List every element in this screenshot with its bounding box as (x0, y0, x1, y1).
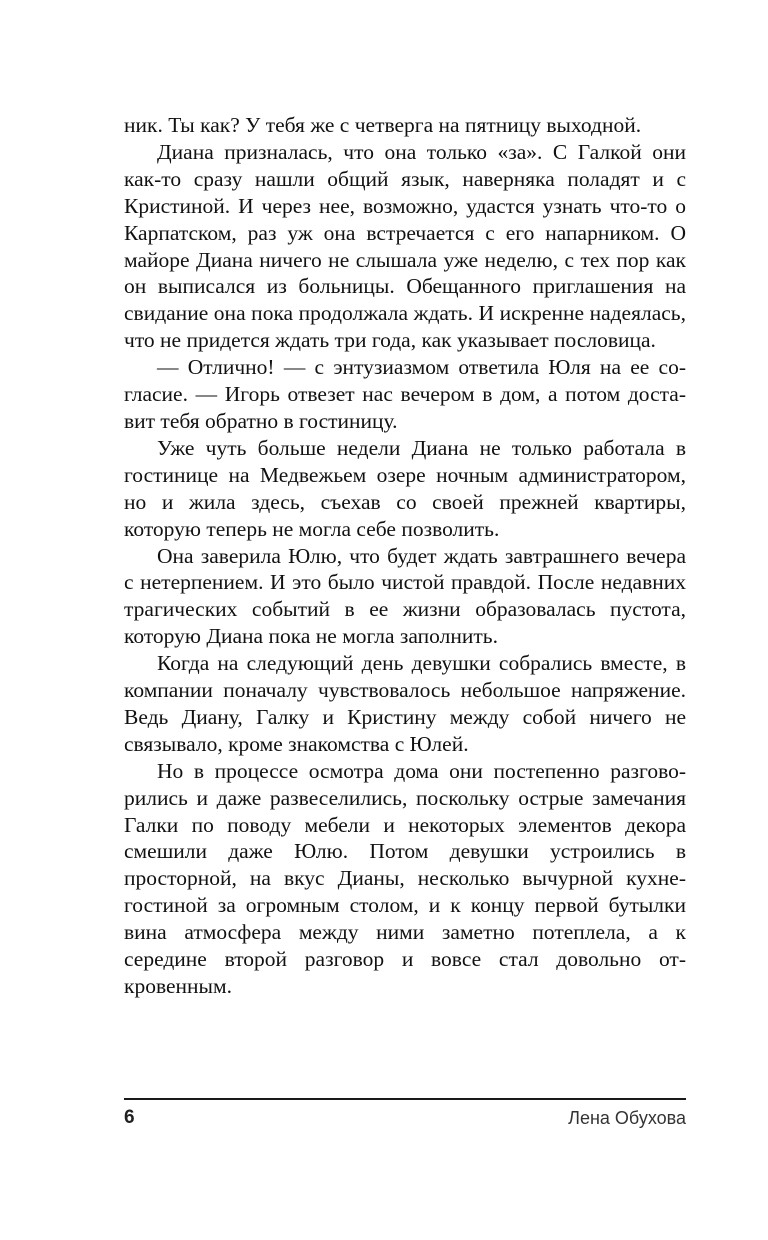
paragraph-2: Диана призналась, что она только «за». С Галкой они как-то сразу нашли общий язык, наверняка поладят и с Кристиной. И через нее, возможно, удастся узнать что-то о Карпатском, раз уж она встречается с его напарником. О майоре Диана ничего не слышала уже неделю, с тех пор как он выписался из больницы. Обещанного приглашения на свидание она пока продолжала ждать. И искренне надеялась, что не придется ждать три года, как указывает пословица. (124, 139, 686, 353)
running-footer-author: Лена Обухова (568, 1108, 686, 1128)
footer-divider (124, 1098, 686, 1100)
book-page (124, 112, 686, 1000)
page-number: 6 (124, 1107, 135, 1128)
paragraph-1: ник. Ты как? У тебя же с четверга на пятницу выходной. (124, 113, 642, 137)
paragraph-4: Уже чуть больше недели Диана не только работала в гостинице на Медвежьем озере ночным администратором, но и жила здесь, съехав со своей прежней квартиры, которую теперь не могла себе позволить. (124, 435, 686, 541)
paragraph-7: Но в процессе осмотра дома они постепенно разговорились и даже развеселились, поскольку острые замечания Галки по поводу мебели и некоторых элементов декора смешили даже Юлю. Потом девушки устроились в просторной, на вкус Дианы, несколько вычурной кухне-гостиной за огромным столом, и к концу первой бутылки вина атмосфера между ними заметно потеплела, а к середине второй разговор и вовсе стал довольно откровенным. (124, 758, 686, 998)
paragraph-5: Она заверила Юлю, что будет ждать завтрашнего вечера с нетерпением. И это было чистой правдой. После недавних трагических событий в ее жизни образовалась пустота, которую Диана пока не могла заполнить. (124, 543, 686, 649)
paragraph-3: — Отлично! — с энтузиазмом ответила Юля на ее согласие. — Игорь отвезет нас вечером в дом, а потом доставит тебя обратно в гостиницу. (124, 355, 686, 433)
paragraph-6: Когда на следующий день девушки собрались вместе, в компании поначалу чувствовалось небольшое напряжение. Ведь Диану, Галку и Кристину между собой ничего не связывало, кроме знакомства с Юлей. (124, 651, 686, 756)
